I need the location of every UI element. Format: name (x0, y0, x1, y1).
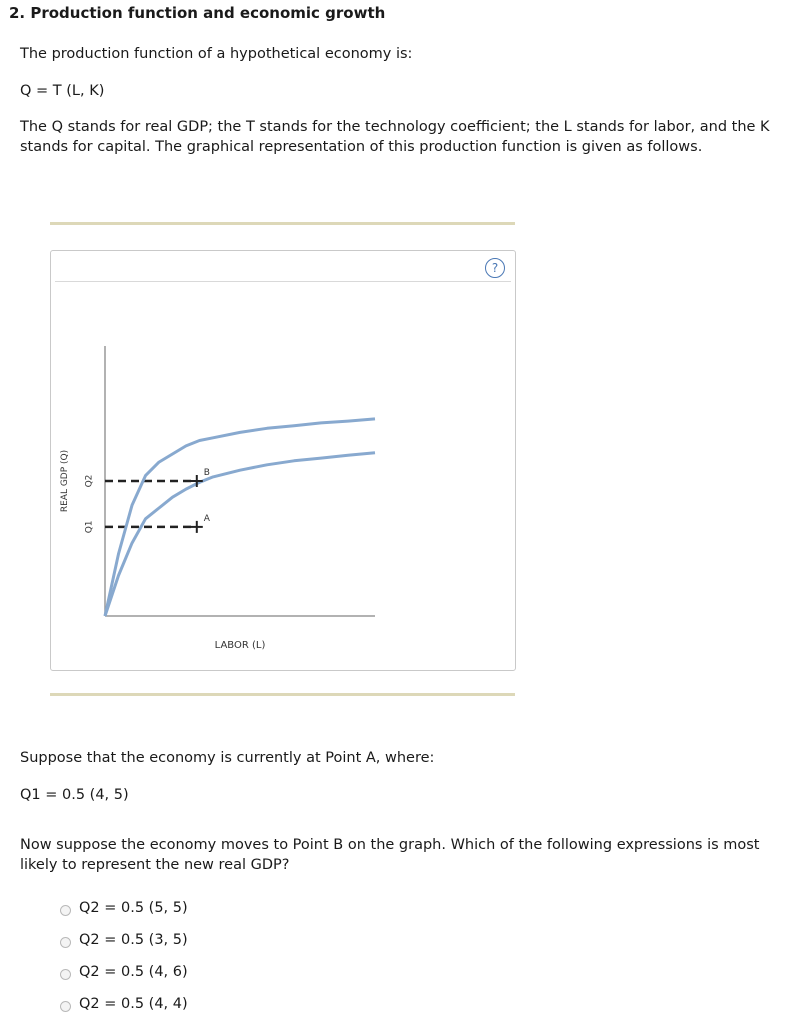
question-mark-circle-icon[interactable]: ? (485, 258, 505, 278)
description-text: The Q stands for real GDP; the T stands for the technology coefficient; the L stands for labor, and the K stands for capital. The graphical representation of this production function is given as follows. (20, 119, 770, 155)
answer-option-label: Q2 = 0.5 (4, 6) (79, 964, 188, 980)
formula-text: Q = T (L, K) (20, 83, 105, 99)
answer-option-label: Q2 = 0.5 (4, 4) (79, 996, 188, 1012)
graph-bottom-rule (50, 693, 515, 696)
radio-button[interactable] (60, 1001, 71, 1012)
answer-option-label: Q2 = 0.5 (5, 5) (79, 900, 188, 916)
y-axis-label: REAL GDP (Q) (60, 449, 70, 513)
prompt-text: Now suppose the economy moves to Point B on the graph. Which of the following expressions is most likely to represent the new real GDP? (20, 837, 760, 873)
answer-option-3[interactable] (60, 960, 188, 984)
answer-option-4[interactable] (60, 992, 188, 1016)
radio-button[interactable] (60, 905, 71, 916)
graph-top-rule (50, 222, 515, 225)
y-tick-label-q2: Q2 (84, 474, 95, 488)
answer-option-2[interactable] (60, 928, 188, 952)
answer-option-label: Q2 = 0.5 (3, 5) (79, 932, 188, 948)
radio-button[interactable] (60, 937, 71, 948)
question-title: 2. Production function and economic growth (9, 4, 386, 22)
answer-option-1[interactable] (60, 896, 188, 920)
scenario-text: Suppose that the economy is currently at Point A, where: (20, 750, 435, 766)
point-label-b: B (203, 468, 210, 478)
q1-expression: Q1 = 0.5 (4, 5) (20, 787, 129, 803)
production-function-chart (51, 251, 515, 670)
x-axis-label: LABOR (L) (214, 640, 266, 651)
y-tick-label-q1: Q1 (84, 520, 95, 534)
graph-panel[interactable] (50, 250, 516, 671)
radio-button[interactable] (60, 969, 71, 980)
intro-text: The production function of a hypothetical economy is: (20, 46, 413, 62)
point-label-a: A (203, 513, 210, 524)
